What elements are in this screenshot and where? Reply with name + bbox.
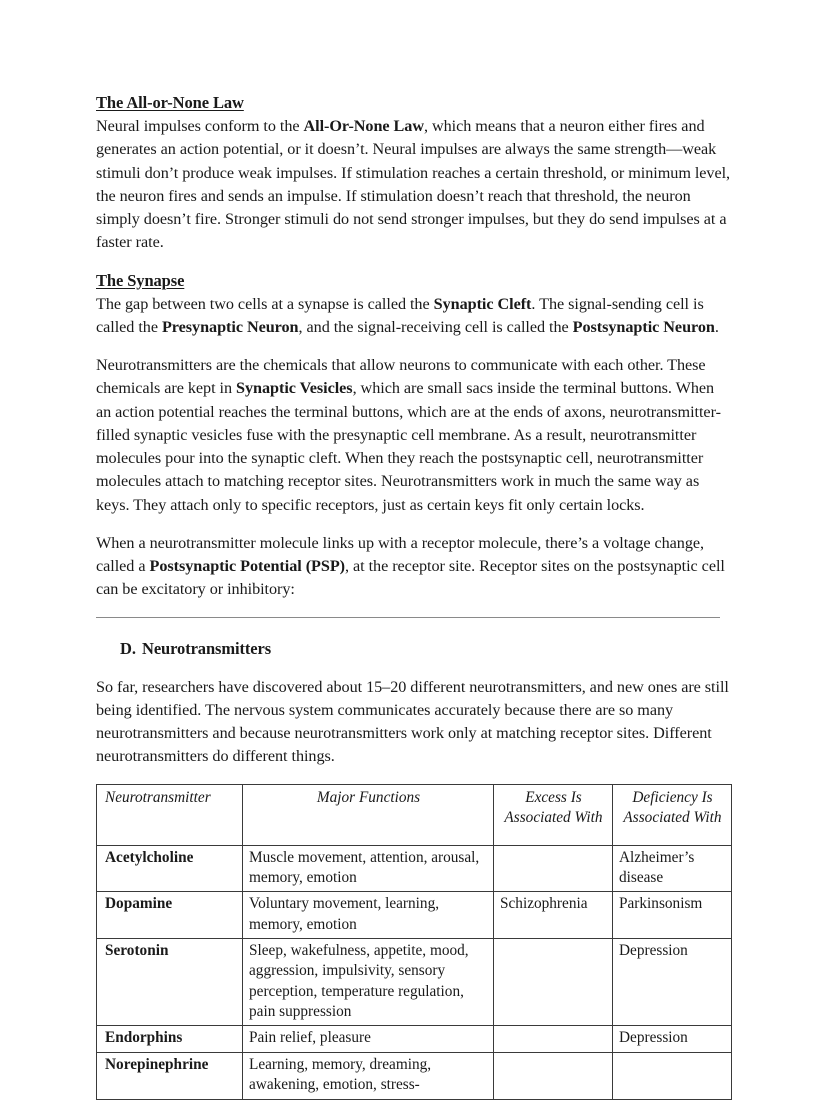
section-title: Neurotransmitters xyxy=(142,638,272,658)
column-header-neurotransmitter: Neurotransmitter xyxy=(97,784,243,845)
table-row xyxy=(97,1052,732,1099)
paragraph-postsynaptic-potential xyxy=(96,532,732,602)
paragraph-neurotransmitters-overview xyxy=(96,354,732,517)
column-header-major-functions: Major Functions xyxy=(243,784,494,845)
paragraph-neurotransmitters-intro: So far, researchers have discovered about 15–20 different neurotransmitters, and new ones are still being identified. The nervous system communicates accurately because there are so many neurotransmitters and because neurotransmitters work only at matching receptor sites. Different neurotransmitters do different things. xyxy=(96,677,729,766)
neurotransmitters-table xyxy=(96,784,732,1100)
section-heading-the-synapse: The Synapse xyxy=(96,270,185,290)
emphasis-term: Postsynaptic Potential (PSP) xyxy=(149,557,346,576)
cell-functions: Learning, memory, dreaming, awakening, emotion, stress- xyxy=(243,1052,494,1099)
emphasis-term: Synaptic Vesicles xyxy=(236,379,353,398)
cell-deficiency: Alzheimer’s disease xyxy=(613,845,732,892)
table-row xyxy=(97,892,732,939)
cell-neurotransmitter: Serotonin xyxy=(97,939,243,1026)
section-divider xyxy=(96,617,720,618)
cell-neurotransmitter: Endorphins xyxy=(97,1026,243,1052)
cell-deficiency: Depression xyxy=(613,939,732,1026)
cell-excess xyxy=(494,939,613,1026)
cell-excess xyxy=(494,845,613,892)
text-run: , at the receptor site. Receptor sites on the postsynaptic cell can be excitatory or inhibitory: xyxy=(96,557,725,599)
paragraph-synaptic-cleft xyxy=(96,293,732,340)
document-body xyxy=(96,92,732,1100)
cell-functions: Muscle movement, attention, arousal, memory, emotion xyxy=(243,845,494,892)
emphasis-term: Synaptic Cleft xyxy=(433,294,532,313)
cell-functions: Pain relief, pleasure xyxy=(243,1026,494,1052)
cell-deficiency: Depression xyxy=(613,1026,732,1052)
emphasis-term: All-Or-None Law xyxy=(303,117,424,136)
table-row xyxy=(97,1026,732,1052)
table-row xyxy=(97,939,732,1026)
table-header-row xyxy=(97,784,732,845)
text-run: . The signal-sending cell is called the xyxy=(96,294,704,336)
text-run: Neurotransmitters are the chemicals that allow neurons to communicate with each other. These chemicals are kept in xyxy=(96,356,706,398)
cell-deficiency xyxy=(613,1052,732,1099)
emphasis-term: Presynaptic Neuron xyxy=(161,317,299,336)
cell-deficiency: Parkinsonism xyxy=(613,892,732,939)
emphasis-term: Postsynaptic Neuron xyxy=(572,317,715,336)
table-body xyxy=(97,845,732,1099)
cell-excess: Schizophrenia xyxy=(494,892,613,939)
text-run: , and the signal-receiving cell is called the xyxy=(298,317,573,336)
text-run: The gap between two cells at a synapse is called the xyxy=(96,294,434,313)
column-header-deficiency: Deficiency Is Associated With xyxy=(613,784,732,845)
cell-neurotransmitter: Acetylcholine xyxy=(97,845,243,892)
cell-excess xyxy=(494,1052,613,1099)
text-run: , which are small sacs inside the terminal buttons. When an action potential reaches the terminal buttons, which are at the ends of axons, neurotransmitter-filled synaptic vesicles fuse with the presynaptic cell membrane. As a result, neurotransmitter molecules pour into the synaptic cleft. When they reach the postsynaptic cell, neurotransmitter molecules attach to matching receptor sites. Neurotransmitters work in much the same way as keys. They attach only to specific receptors, just as certain keys fit only certain locks. xyxy=(96,379,721,514)
cell-neurotransmitter: Dopamine xyxy=(97,892,243,939)
text-run: Neural impulses conform to the xyxy=(96,117,304,136)
cell-neurotransmitter: Norepinephrine xyxy=(97,1052,243,1099)
lettered-section-heading xyxy=(96,639,732,659)
cell-functions: Voluntary movement, learning, memory, emotion xyxy=(243,892,494,939)
column-header-excess: Excess Is Associated With xyxy=(494,784,613,845)
text-run: When a neurotransmitter molecule links up with a receptor molecule, there’s a voltage change, called a xyxy=(96,533,704,576)
section-heading-all-or-none-law: The All-or-None Law xyxy=(96,93,244,112)
table-row xyxy=(97,845,732,892)
paragraph-all-or-none-law xyxy=(96,115,732,255)
cell-excess xyxy=(494,1026,613,1052)
cell-functions: Sleep, wakefulness, appetite, mood, aggression, impulsivity, sensory perception, temperature regulation, pain suppression xyxy=(243,939,494,1026)
section-letter: D. xyxy=(120,638,136,658)
text-run: . xyxy=(714,317,719,336)
text-run: , which means that a neuron either fires and generates an action potential, or it doesn’t. Neural impulses are always the same strength—weak stimuli don’t produce weak impulses. If stimulation reaches a certain threshold, or minimum level, the neuron fires and sends an impulse. If stimulation doesn’t reach that threshold, the neuron simply doesn’t fire. Stronger stimuli do not send stronger impulses, but they do send impulses at a faster rate. xyxy=(96,117,731,252)
